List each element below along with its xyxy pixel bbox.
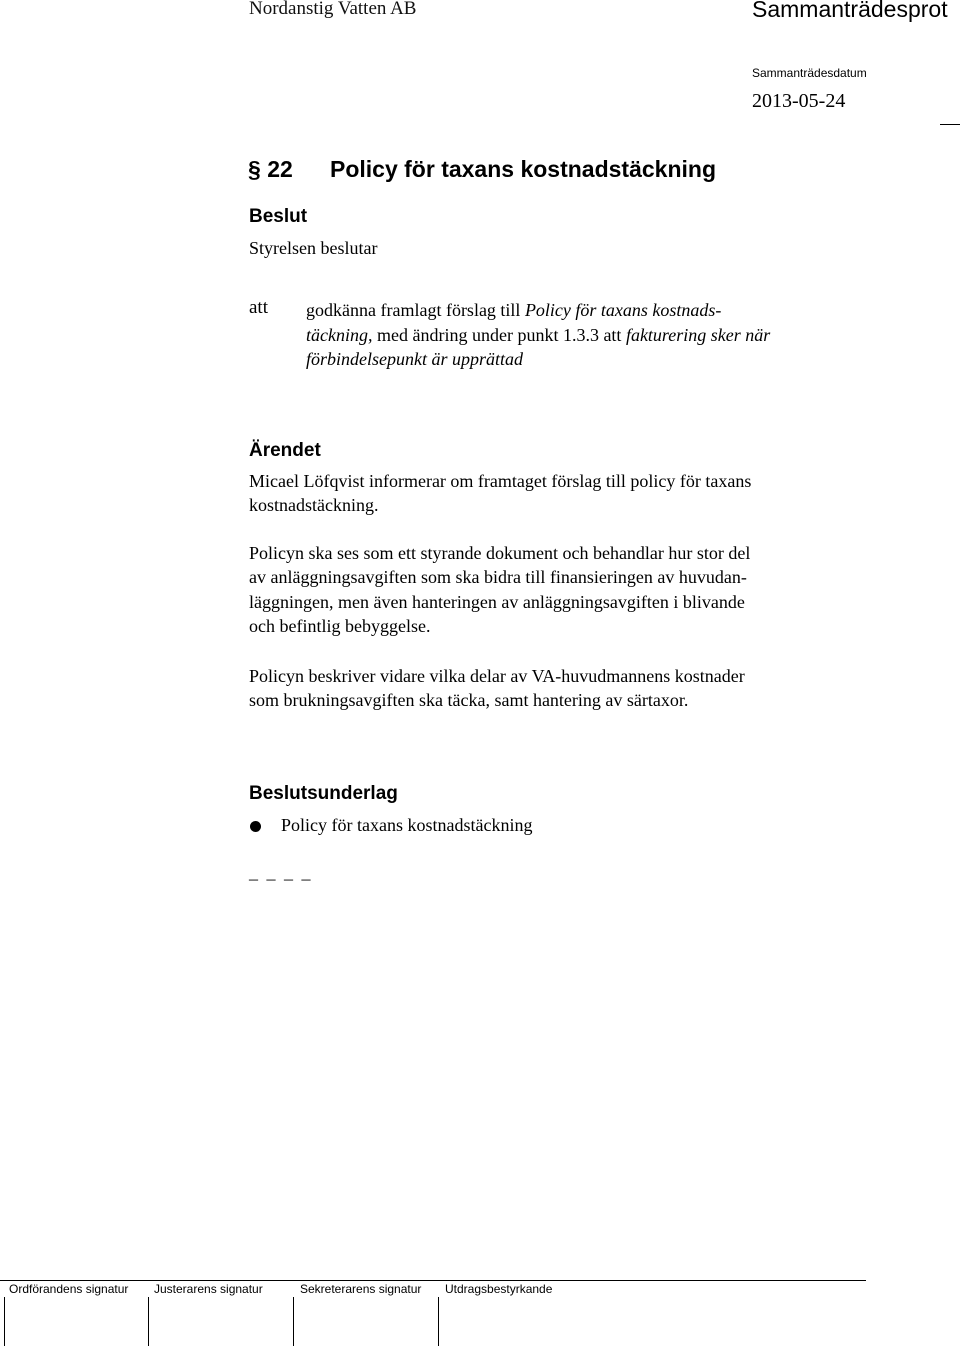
end-marker: _ _ _ _ xyxy=(249,862,313,882)
decision-line-1 xyxy=(306,298,886,323)
meeting-date: 2013-05-24 xyxy=(752,90,846,112)
paragraph-line: läggningen, men även hanteringen av anläggningsavgiften i blivande xyxy=(249,591,745,612)
attachment-item: Policy för taxans kostnadstäckning xyxy=(281,815,533,835)
section-number xyxy=(248,156,330,183)
signature-chairman: Ordförandens signatur xyxy=(9,1282,129,1296)
section-symbol: § xyxy=(248,156,261,182)
header-rule xyxy=(940,124,960,125)
bullet-icon xyxy=(250,821,261,832)
paragraph-line: Policyn ska ses som ett styrande dokument och behandlar hur stor del xyxy=(249,543,751,563)
paragraph-line: Policyn beskriver vidare vilka delar av VA-huvudmannens kostnader xyxy=(249,666,745,686)
paragraph-2 xyxy=(249,541,750,638)
decision-line-3: förbindelsepunkt är upprättad xyxy=(306,349,523,369)
paragraph-line: kostnadstäckning. xyxy=(249,495,379,516)
decision-line-2-plain: med ändring under punkt 1.3.3 att xyxy=(372,324,626,345)
paragraph-line: och befintlig bebyggelse. xyxy=(249,615,431,636)
paragraph-line: av anläggningsavgiften som ska bidra till finansieringen av huvudan- xyxy=(249,567,747,588)
organization-name: Nordanstig Vatten AB xyxy=(249,0,417,19)
heading-arendet: Ärendet xyxy=(249,440,321,461)
paragraph-1 xyxy=(249,469,751,518)
signature-extract-certifier: Utdragsbestyrkande xyxy=(445,1282,553,1296)
signature-table-rule xyxy=(0,1280,866,1281)
paragraph-line: Micael Löfqvist informerar om framtaget förslag till policy för taxans xyxy=(249,471,752,491)
decision-line-1-plain: godkänna framlagt förslag till xyxy=(306,300,525,320)
signature-divider xyxy=(438,1297,439,1346)
decision-line-2 xyxy=(306,323,886,348)
paragraph-3 xyxy=(249,664,745,713)
meeting-date-label: Sammanträdesdatum xyxy=(752,66,867,80)
document-type: Sammanträdesprot xyxy=(752,0,948,22)
section-title-text: Policy för taxans kostnadstäckning xyxy=(330,156,717,182)
decision-line-2-italic: fakturering sker när xyxy=(625,324,771,345)
section-number-value: 22 xyxy=(267,156,293,182)
policy-title-reference: Policy för taxans kostnads- xyxy=(524,300,722,320)
heading-beslutsunderlag: Beslutsunderlag xyxy=(249,783,398,804)
heading-beslut: Beslut xyxy=(249,206,308,227)
signature-divider xyxy=(4,1297,5,1346)
paragraph-line: som brukningsavgiften ska täcka, samt hantering av särtaxor. xyxy=(249,690,689,711)
decision-text xyxy=(306,298,886,372)
signature-divider xyxy=(293,1297,294,1346)
signature-secretary: Sekreterarens signatur xyxy=(300,1282,422,1296)
decision-intro: Styrelsen beslutar xyxy=(249,238,378,258)
signature-adjuster: Justerarens signatur xyxy=(154,1282,263,1296)
policy-title-reference-cont: täckning, xyxy=(306,324,373,345)
att-label: att xyxy=(249,297,268,318)
section-title xyxy=(248,156,716,183)
signature-divider xyxy=(148,1297,149,1346)
